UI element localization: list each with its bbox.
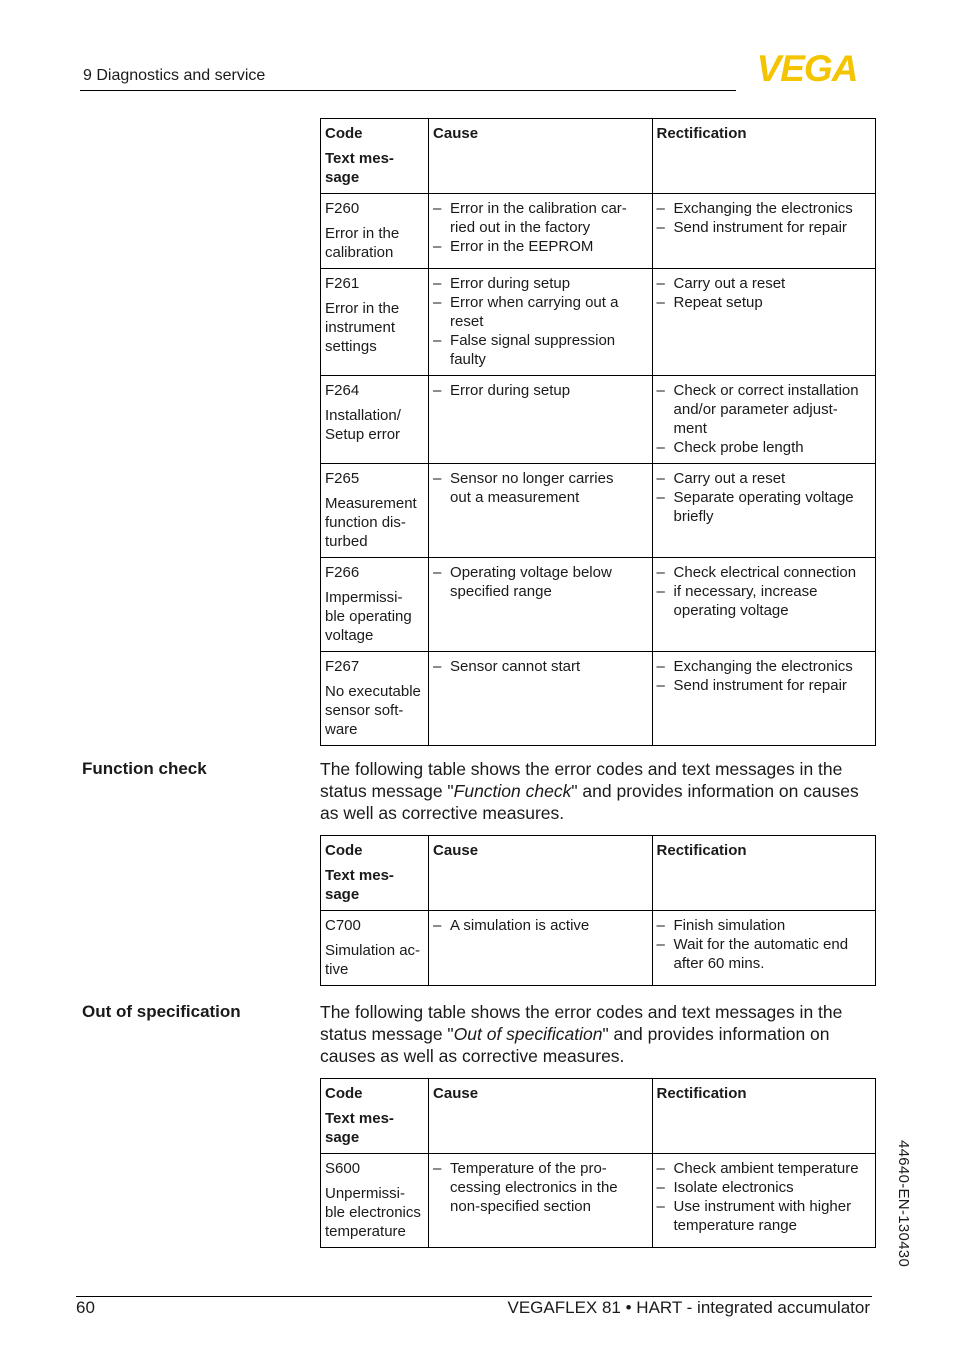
error-text-message: [325, 588, 424, 645]
cause-item: [433, 331, 647, 369]
header-cause: Cause: [429, 1079, 652, 1154]
header-text-message: [325, 1109, 424, 1147]
rectification-cell: [652, 911, 875, 986]
rectification-item-line: if necessary, increase: [673, 583, 818, 600]
error-text-message-line: Unpermissi-: [325, 1185, 406, 1202]
rectification-cell: [652, 376, 875, 464]
header-code: [321, 836, 429, 911]
cause-item-line: Error during setup: [450, 382, 571, 399]
error-text-message-line: tive: [325, 961, 349, 978]
cause-item-line: ried out in the factory: [450, 219, 591, 236]
out-of-spec-text-post: " and provides information on causes as well as corrective measures.: [320, 1024, 830, 1066]
cause-list: [433, 1159, 647, 1216]
error-text-message-line: Error in the: [325, 225, 400, 242]
table-row: [321, 911, 876, 986]
cause-cell: [429, 269, 652, 376]
cause-item-line: A simulation is active: [450, 917, 590, 934]
rectification-cell: [652, 269, 875, 376]
footer-divider: [76, 1296, 872, 1297]
cause-list: [433, 563, 647, 601]
rectification-item: [657, 1197, 871, 1235]
cause-item: [433, 199, 647, 237]
code-cell: [321, 1154, 429, 1248]
rectification-item-line: Exchanging the electronics: [673, 200, 853, 217]
rectification-item-line: briefly: [673, 508, 714, 525]
rectification-item-line: Carry out a reset: [673, 470, 786, 487]
cause-item: [433, 1159, 647, 1216]
error-code: F260: [325, 200, 360, 217]
error-text-message-line: Error in the: [325, 300, 400, 317]
error-text-message: [325, 406, 424, 444]
header-rectification: Rectification: [652, 119, 875, 194]
function-check-text-post: " and provides information on causes as well as corrective measures.: [320, 781, 859, 823]
code-cell: [321, 269, 429, 376]
function-check-text-em: Function check: [453, 781, 572, 801]
error-table-out-of-spec: [320, 1078, 876, 1248]
cause-item: [433, 469, 647, 507]
table-row: [321, 376, 876, 464]
rectification-item: [657, 438, 871, 457]
out-of-spec-text-pre: The following table shows the error codes and text messages in the status message ": [320, 1002, 843, 1044]
cause-item: [433, 657, 647, 676]
cause-list: [433, 381, 647, 400]
rectification-list: [657, 563, 871, 620]
table-row: [321, 194, 876, 269]
error-code: C700: [325, 917, 361, 934]
cause-item-line: cessing electronics in the: [450, 1179, 618, 1196]
rectification-item-line: after 60 mins.: [673, 955, 765, 972]
header-text-message: [325, 866, 424, 904]
running-header: 9 Diagnostics and service: [83, 67, 266, 84]
error-text-message-line: Impermissi-: [325, 589, 403, 606]
rectification-item: [657, 293, 871, 312]
rectification-item-line: Carry out a reset: [673, 275, 786, 292]
error-text-message: [325, 299, 424, 356]
rectification-cell: [652, 194, 875, 269]
header-cause: Cause: [429, 836, 652, 911]
rectification-item-line: Use instrument with higher: [673, 1198, 852, 1215]
table-row: [321, 652, 876, 746]
rectification-item-line: Check ambient temperature: [673, 1160, 859, 1177]
rectification-item-line: Send instrument for repair: [673, 219, 847, 236]
cause-item-line: Sensor cannot start: [450, 658, 581, 675]
error-text-message-line: Simulation ac-: [325, 942, 421, 959]
out-of-spec-text-em: Out of specification: [453, 1024, 603, 1044]
error-text-message-line: function dis-: [325, 514, 406, 531]
error-code: S600: [325, 1160, 361, 1177]
function-check-text: [320, 758, 876, 824]
rectification-item-line: Repeat setup: [673, 294, 763, 311]
error-text-message-line: Installation/: [325, 407, 401, 424]
rectification-list: [657, 469, 871, 526]
error-text-message-line: sensor soft-: [325, 702, 404, 719]
header-code: [321, 1079, 429, 1154]
error-text-message-line: temperature: [325, 1223, 406, 1240]
cause-item-line: False signal suppression: [450, 332, 616, 349]
error-table-failure: [320, 118, 876, 746]
code-cell: [321, 464, 429, 558]
page-number: 60: [76, 1298, 95, 1317]
error-text-message-line: Setup error: [325, 426, 401, 443]
cause-item-line: specified range: [450, 583, 552, 600]
cause-item-line: reset: [450, 313, 484, 330]
error-code: F267: [325, 658, 360, 675]
rectification-item: [657, 218, 871, 237]
cause-list: [433, 469, 647, 507]
cause-cell: [429, 1154, 652, 1248]
cause-item-line: non-specified section: [450, 1198, 591, 1215]
function-check-text-pre: The following table shows the error codes and text messages in the status message ": [320, 759, 843, 801]
cause-item-line: Temperature of the pro-: [450, 1160, 607, 1177]
cause-item-line: faulty: [450, 351, 486, 368]
error-text-message-line: ble electronics: [325, 1204, 421, 1221]
rectification-list: [657, 274, 871, 312]
error-text-message: [325, 682, 424, 739]
error-text-message-line: settings: [325, 338, 377, 355]
rectification-item: [657, 563, 871, 582]
cause-cell: [429, 652, 652, 746]
rectification-item-line: and/or parameter adjust-: [673, 401, 838, 418]
cause-cell: [429, 558, 652, 652]
header-text-message-line: Text mes-: [325, 150, 394, 167]
error-text-message-line: instrument: [325, 319, 396, 336]
rectification-item: [657, 488, 871, 526]
rectification-item: [657, 582, 871, 620]
error-text-message-line: calibration: [325, 244, 394, 261]
error-text-message-line: ware: [325, 721, 358, 738]
header-text-message-line: Text mes-: [325, 1110, 394, 1127]
code-cell: [321, 911, 429, 986]
rectification-list: [657, 916, 871, 973]
out-of-spec-heading: Out of specification: [82, 1002, 241, 1021]
error-text-message: [325, 941, 424, 979]
table-row: [321, 1154, 876, 1248]
cause-list: [433, 916, 647, 935]
rectification-item-line: temperature range: [673, 1217, 797, 1234]
cause-item-line: Error during setup: [450, 275, 571, 292]
code-cell: [321, 558, 429, 652]
header-text-message-line: sage: [325, 1129, 360, 1146]
cause-list: [433, 274, 647, 369]
error-code: F264: [325, 382, 360, 399]
rectification-item-line: Check electrical connection: [673, 564, 857, 581]
table-row: [321, 464, 876, 558]
rectification-list: [657, 1159, 871, 1235]
header-divider: [80, 90, 736, 91]
rectification-item: [657, 469, 871, 488]
cause-cell: [429, 911, 652, 986]
error-code: F265: [325, 470, 360, 487]
cause-item-line: Operating voltage below: [450, 564, 612, 581]
cause-item: [433, 381, 647, 400]
cause-item: [433, 237, 647, 256]
error-text-message: [325, 1184, 424, 1241]
rectification-item-line: ment: [673, 420, 707, 437]
cause-cell: [429, 376, 652, 464]
rectification-list: [657, 657, 871, 695]
rectification-item: [657, 916, 871, 935]
header-rectification: Rectification: [652, 1079, 875, 1154]
table-header-row: [321, 1079, 876, 1154]
cause-item-line: Sensor no longer carries: [450, 470, 614, 487]
document-number: 44640-EN-130430: [895, 1140, 912, 1268]
rectification-item-line: Isolate electronics: [673, 1179, 794, 1196]
cause-cell: [429, 194, 652, 269]
header-text-message-line: sage: [325, 886, 360, 903]
vega-logo-text: VEGA: [756, 52, 858, 84]
header-text-message-line: Text mes-: [325, 867, 394, 884]
header-rectification: Rectification: [652, 836, 875, 911]
code-cell: [321, 194, 429, 269]
cause-item: [433, 274, 647, 293]
table-row: [321, 558, 876, 652]
code-cell: [321, 652, 429, 746]
rectification-item: [657, 1178, 871, 1197]
error-code: F266: [325, 564, 360, 581]
rectification-item: [657, 199, 871, 218]
rectification-item-line: Check or correct installation: [673, 382, 859, 399]
rectification-item-line: Send instrument for repair: [673, 677, 847, 694]
header-code-label: Code: [325, 125, 363, 142]
out-of-spec-text: [320, 1001, 876, 1067]
header-text-message: [325, 149, 424, 187]
header-code: [321, 119, 429, 194]
function-check-heading: Function check: [82, 759, 207, 778]
rectification-item-line: operating voltage: [673, 602, 789, 619]
rectification-item-line: Check probe length: [673, 439, 804, 456]
header-code-label: Code: [325, 842, 363, 859]
cause-list: [433, 199, 647, 256]
cause-item: [433, 563, 647, 601]
error-text-message-line: No executable: [325, 683, 421, 700]
error-text-message-line: voltage: [325, 627, 374, 644]
error-text-message-line: turbed: [325, 533, 368, 550]
rectification-cell: [652, 558, 875, 652]
rectification-list: [657, 199, 871, 237]
rectification-item: [657, 657, 871, 676]
rectification-item-line: Wait for the automatic end: [673, 936, 849, 953]
cause-item: [433, 293, 647, 331]
table-header-row: [321, 119, 876, 194]
rectification-item-line: Exchanging the electronics: [673, 658, 853, 675]
rectification-item: [657, 381, 871, 438]
error-text-message: [325, 494, 424, 551]
cause-list: [433, 657, 647, 676]
table-header-row: [321, 836, 876, 911]
footer-title: VEGAFLEX 81 • HART - integrated accumulator: [507, 1298, 870, 1317]
table-row: [321, 269, 876, 376]
vega-logo: [742, 52, 872, 84]
rectification-cell: [652, 464, 875, 558]
error-table-function-check: [320, 835, 876, 986]
header-cause: Cause: [429, 119, 652, 194]
rectification-item: [657, 676, 871, 695]
rectification-item: [657, 935, 871, 973]
cause-cell: [429, 464, 652, 558]
cause-item-line: out a measurement: [450, 489, 580, 506]
cause-item-line: Error when carrying out a: [450, 294, 619, 311]
error-text-message: [325, 224, 424, 262]
rectification-cell: [652, 1154, 875, 1248]
code-cell: [321, 376, 429, 464]
cause-item-line: Error in the calibration car-: [450, 200, 627, 217]
header-text-message-line: sage: [325, 169, 360, 186]
error-text-message-line: ble operating: [325, 608, 412, 625]
error-code: F261: [325, 275, 360, 292]
rectification-item: [657, 274, 871, 293]
rectification-item: [657, 1159, 871, 1178]
rectification-cell: [652, 652, 875, 746]
rectification-item-line: Separate operating voltage: [673, 489, 854, 506]
rectification-list: [657, 381, 871, 457]
header-code-label: Code: [325, 1085, 363, 1102]
cause-item: [433, 916, 647, 935]
error-text-message-line: Measurement: [325, 495, 417, 512]
rectification-item-line: Finish simulation: [673, 917, 786, 934]
cause-item-line: Error in the EEPROM: [450, 238, 594, 255]
